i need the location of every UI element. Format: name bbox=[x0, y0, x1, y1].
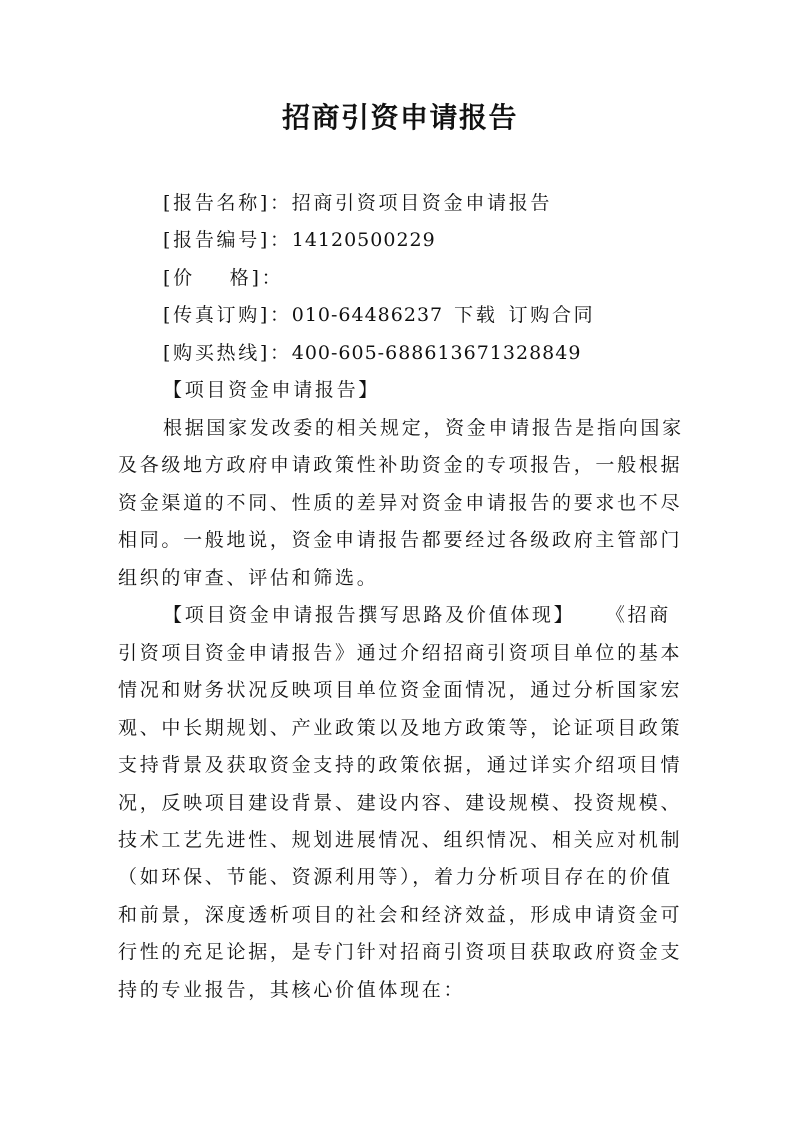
meta-value: 14120500229 bbox=[291, 229, 436, 252]
document-body bbox=[0, 185, 800, 1009]
document-title: 招商引资申请报告 bbox=[281, 101, 518, 134]
section1-heading: 【项目资金申请报告】 bbox=[163, 379, 381, 402]
meta-value: 招商引资项目资金申请报告 bbox=[291, 192, 553, 214]
paragraph-line: 情况和财务状况反映项目单位资金面情况，通过分析国家宏 bbox=[118, 679, 683, 702]
paragraph-lead: 《招商 bbox=[615, 604, 671, 627]
paragraph-line: 支持背景及获取资金支持的政策依据，通过详实介绍项目情 bbox=[118, 754, 683, 777]
download-link[interactable]: 下载 bbox=[454, 304, 498, 327]
paragraph-line: 技术工艺先进性、规划进展情况、组织情况、相关应对机制 bbox=[118, 828, 683, 851]
meta-report-name bbox=[0, 185, 800, 222]
meta-hotline bbox=[0, 335, 800, 372]
paragraph-line: 组织的审查、评估和筛选。 bbox=[118, 566, 379, 589]
paragraph-line: 持的专业报告，其核心价值体现在： bbox=[118, 978, 466, 1001]
paragraph-line: 和前景，深度透析项目的社会和经济效益，形成申请资金可 bbox=[118, 903, 683, 926]
paragraph-line: 及各级地方政府申请政策性补助资金的专项报告，一般根据 bbox=[118, 454, 683, 477]
meta-label: [报告名称]： bbox=[163, 192, 292, 214]
meta-label: [传真订购]： bbox=[163, 304, 292, 327]
meta-label: [价 格]： bbox=[163, 266, 284, 289]
paragraph-line: 资金渠道的不同、性质的差异对资金申请报告的要求也不尽 bbox=[118, 491, 683, 514]
meta-report-number bbox=[0, 222, 800, 259]
meta-price bbox=[0, 260, 800, 297]
paragraph-line: 观、中长期规划、产业政策以及地方政策等，论证项目政策 bbox=[118, 716, 683, 739]
meta-label: [报告编号]： bbox=[163, 229, 292, 252]
paragraph-line: （如环保、节能、资源利用等），着力分析项目存在的价值 bbox=[118, 866, 673, 889]
section2-heading: 【项目资金申请报告撰写思路及价值体现】 bbox=[163, 604, 576, 627]
paragraph-line: 行性的充足论据，是专门针对招商引资项目获取政府资金支 bbox=[118, 941, 683, 964]
paragraph-line: 引资项目资金申请报告》通过介绍招商引资项目单位的基本 bbox=[118, 641, 683, 664]
paragraph-line: 根据国家发改委的相关规定，资金申请报告是指向国家 bbox=[163, 416, 684, 439]
meta-value: 010-64486237 bbox=[291, 304, 444, 327]
paragraph-line: 况，反映项目建设背景、建设内容、建设规模、投资规模、 bbox=[118, 791, 683, 814]
meta-label: [购买热线]： bbox=[163, 341, 292, 364]
meta-value: 400-605-688613671328849 bbox=[291, 341, 582, 364]
paragraph-line: 相同。一般地说，资金申请报告都要经过各级政府主管部门 bbox=[118, 529, 683, 552]
section2-heading-line bbox=[0, 597, 800, 634]
meta-fax-order bbox=[0, 297, 800, 334]
order-contract-link[interactable]: 订购合同 bbox=[508, 304, 596, 327]
